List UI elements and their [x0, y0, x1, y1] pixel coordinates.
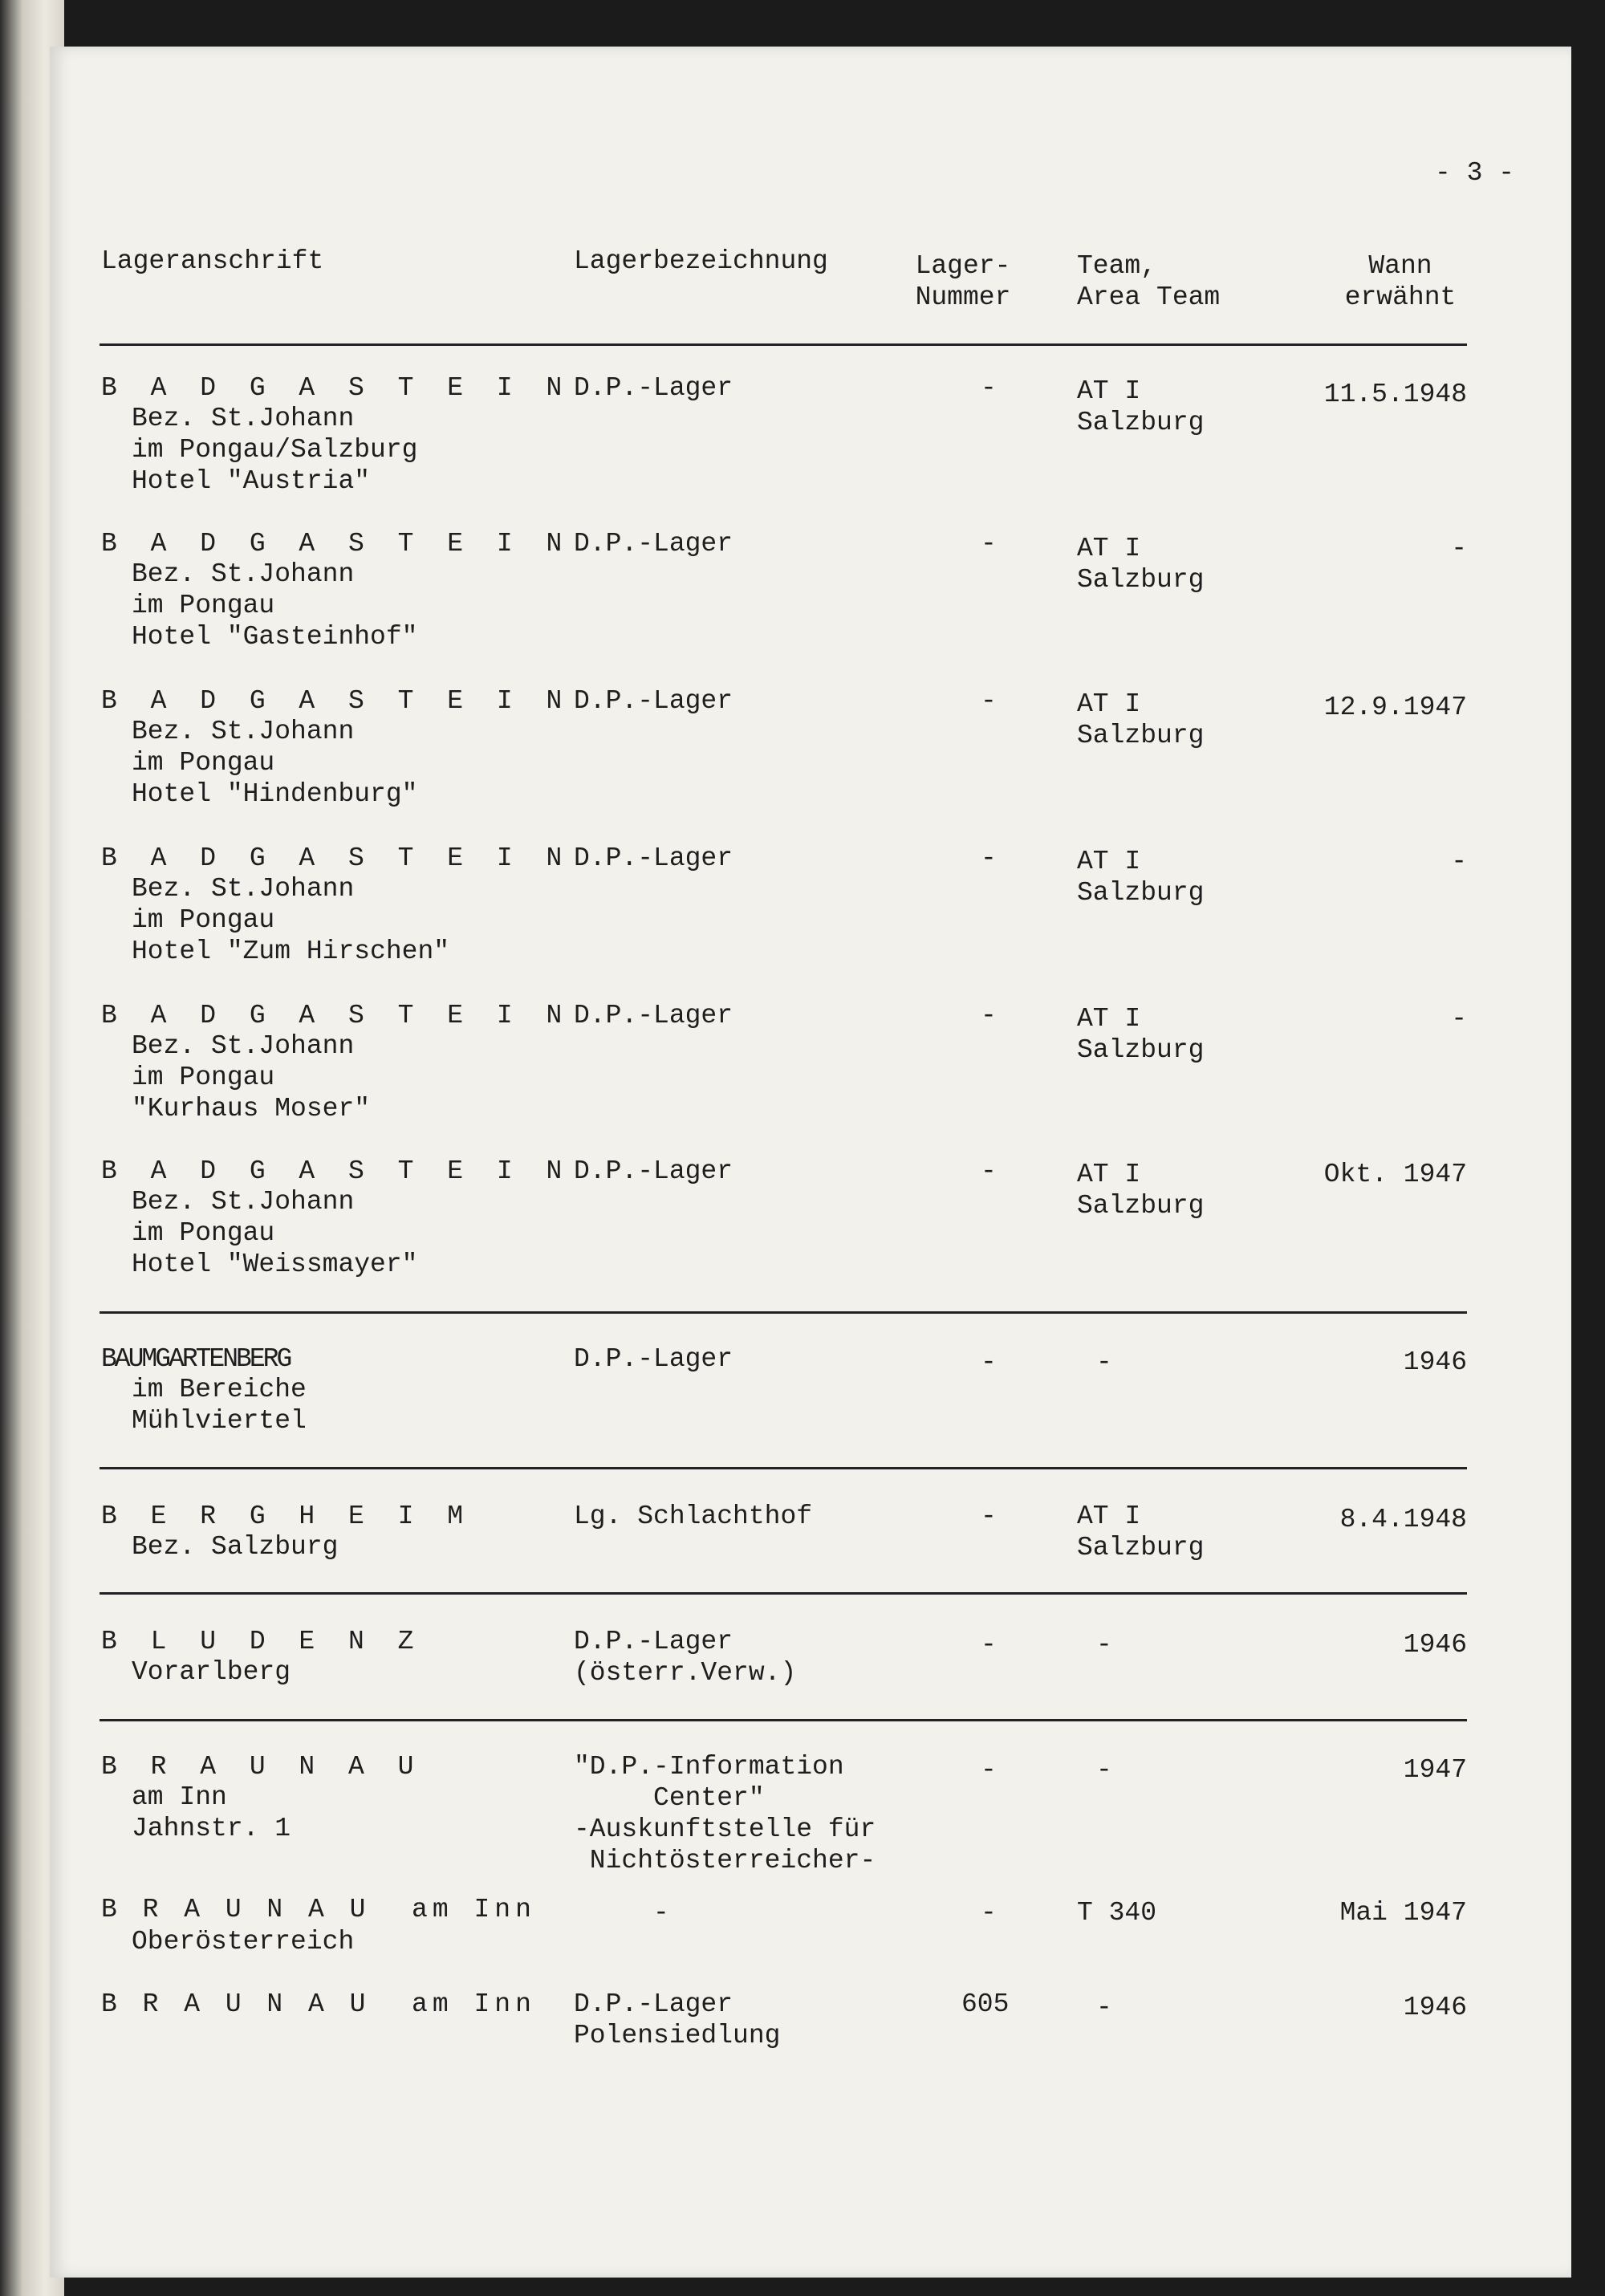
camp-designation: D.P.-Lager [574, 373, 733, 403]
place-detail: am Inn Jahnstr. 1 [132, 1782, 291, 1843]
place-name: B A D G A S T E I N [101, 373, 571, 403]
camp-number: - [981, 529, 997, 559]
header-designation: Lagerbezeichnung [574, 246, 828, 276]
place-detail: Bez. St.Johann im Pongau "Kurhaus Moser" [132, 1031, 371, 1124]
camp-number: - [981, 1156, 997, 1186]
team: - [1096, 1630, 1112, 1660]
camp-designation: - [574, 1898, 669, 1928]
place-name: B A D G A S T E I N [101, 1001, 571, 1030]
place-name: B A D G A S T E I N [101, 686, 571, 716]
camp-number: - [981, 686, 997, 716]
section-rule [100, 1311, 1467, 1314]
section-rule [100, 1592, 1467, 1595]
mentioned-date: - [1451, 1004, 1467, 1034]
mentioned-date: 1946 [1403, 1347, 1467, 1377]
team: - [1096, 1347, 1112, 1377]
place-detail: Bez. St.Johann im Pongau/Salzburg Hotel "Austria" [132, 404, 418, 496]
mentioned-date: - [1451, 847, 1467, 876]
header-team: Team, Area Team [1077, 251, 1221, 312]
place-detail: im Bereiche Mühlviertel [132, 1375, 307, 1436]
mentioned-date: - [1451, 534, 1467, 563]
camp-number: - [981, 1898, 997, 1928]
section-rule [100, 1719, 1467, 1721]
camp-number: 605 [961, 1989, 1010, 2019]
camp-number: - [981, 1502, 997, 1531]
place-name: BAUMGARTENBERG [101, 1344, 291, 1374]
camp-designation: D.P.-Lager (österr.Verw.) [574, 1627, 797, 1688]
team: T 340 [1077, 1898, 1157, 1928]
team: AT I Salzburg [1077, 1502, 1205, 1562]
team: AT I Salzburg [1077, 689, 1205, 750]
place-name: B A D G A S T E I N [101, 843, 571, 873]
place-name: B R A U N A U am Inn [101, 1895, 536, 1924]
camp-number: - [981, 1630, 997, 1660]
camp-number: - [981, 373, 997, 403]
camp-number: - [981, 1347, 997, 1377]
camp-number: - [981, 1001, 997, 1030]
camp-designation: D.P.-Lager [574, 843, 733, 873]
camp-designation: D.P.-Lager [574, 529, 733, 559]
camp-designation: D.P.-Lager Polensiedlung [574, 1989, 781, 2050]
team: AT I Salzburg [1077, 847, 1205, 908]
mentioned-date: 1947 [1403, 1755, 1467, 1785]
mentioned-date: 11.5.1948 [1323, 380, 1467, 409]
team: AT I Salzburg [1077, 1160, 1205, 1221]
place-detail: Bez. St.Johann im Pongau Hotel "Zum Hirschen" [132, 874, 450, 966]
header-mentioned: Wann erwähnt [1344, 251, 1457, 312]
camp-number: - [981, 843, 997, 873]
camp-number: - [981, 1755, 997, 1785]
camp-designation: "D.P.-Information Center" -Auskunftstelle für Nichtösterreicher- [574, 1752, 876, 1875]
camp-designation: D.P.-Lager [574, 686, 733, 716]
place-name: B A D G A S T E I N [101, 529, 571, 559]
header-number: Lager- Nummer [915, 251, 1011, 312]
camp-designation: D.P.-Lager [574, 1001, 733, 1030]
place-name: B R A U N A U [101, 1752, 423, 1782]
mentioned-date: 1946 [1403, 1630, 1467, 1660]
place-detail: Oberösterreich [132, 1927, 355, 1957]
place-name: B L U D E N Z [101, 1627, 423, 1656]
mentioned-date: 12.9.1947 [1323, 693, 1467, 722]
section-rule [100, 1467, 1467, 1469]
team: - [1096, 1993, 1112, 2022]
team: AT I Salzburg [1077, 376, 1205, 437]
team: AT I Salzburg [1077, 1004, 1205, 1065]
camp-designation: D.P.-Lager [574, 1156, 733, 1186]
place-name: B R A U N A U am Inn [101, 1989, 536, 2019]
mentioned-date: Mai 1947 [1339, 1898, 1467, 1928]
mentioned-date: 1946 [1403, 1993, 1467, 2022]
place-name: B E R G H E I M [101, 1502, 473, 1531]
place-detail: Bez. Salzburg [132, 1532, 339, 1562]
header-rule [100, 343, 1467, 346]
place-detail: Bez. St.Johann im Pongau Hotel "Weissmayer" [132, 1187, 418, 1279]
camp-designation: D.P.-Lager [574, 1344, 733, 1374]
header-address: Lageranschrift [101, 246, 324, 276]
place-name: B A D G A S T E I N [101, 1156, 571, 1186]
page-number: - 3 - [1435, 158, 1515, 188]
place-detail: Bez. St.Johann im Pongau Hotel "Gasteinhof" [132, 559, 418, 652]
team: - [1096, 1755, 1112, 1785]
mentioned-date: Okt. 1947 [1323, 1160, 1467, 1189]
mentioned-date: 8.4.1948 [1339, 1505, 1467, 1534]
place-detail: Vorarlberg [132, 1657, 291, 1687]
team: AT I Salzburg [1077, 534, 1205, 595]
camp-designation: Lg. Schlachthof [574, 1502, 813, 1531]
place-detail: Bez. St.Johann im Pongau Hotel "Hindenburg" [132, 717, 418, 809]
